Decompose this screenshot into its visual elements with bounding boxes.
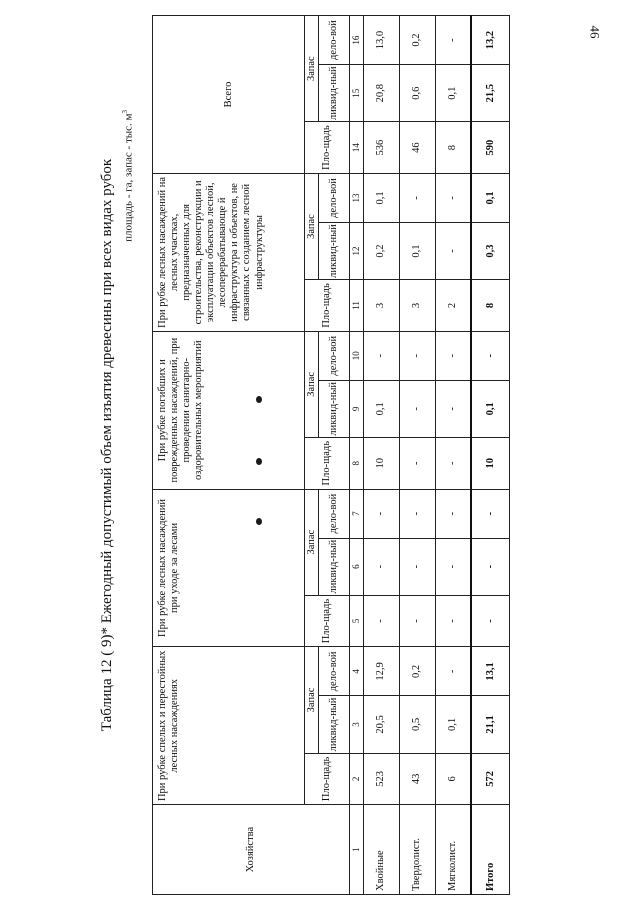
header-stock: Запас — [305, 647, 319, 753]
table-cell: - — [435, 16, 471, 65]
table-cell: - — [399, 437, 435, 489]
table-cell: 0,6 — [399, 65, 435, 122]
table-cell: - — [363, 538, 399, 595]
table-cell: 2 — [435, 280, 471, 332]
table-cell: - — [363, 331, 399, 380]
column-number: 14 — [349, 122, 363, 174]
table-cell: - — [435, 331, 471, 380]
table-cell: - — [399, 380, 435, 437]
table-title: Таблица 12 ( 9)* Ежегодный допустимый объем изъятия древесины при всех видах рубок — [99, 158, 115, 732]
units-note: площадь - га, запас - тыс. $м^3$ — [121, 110, 135, 242]
table-cell: - — [435, 647, 471, 696]
table-cell: 13,2 — [471, 16, 509, 65]
table-cell: - — [435, 222, 471, 279]
table-cell: - — [435, 437, 471, 489]
column-number: 13 — [349, 173, 363, 222]
header-liquid: ликвид-ный — [319, 696, 349, 753]
header-liquid: ликвид-ный — [319, 538, 349, 595]
column-number: 7 — [349, 489, 363, 538]
row-name: Мягколист. — [435, 805, 471, 895]
table-cell: 10 — [471, 437, 509, 489]
column-number: 9 — [349, 380, 363, 437]
table-cell: 6 — [435, 753, 471, 805]
column-number: 8 — [349, 437, 363, 489]
column-number: 4 — [349, 647, 363, 696]
header-group-sanitary: При рубке погибших и поврежденных насаждений, при проведении санитарно-оздоровительных мероприятий — [153, 331, 305, 489]
header-business: дело-вой — [319, 173, 349, 222]
header-liquid: ликвид-ный — [319, 65, 349, 122]
table-cell: 536 — [363, 122, 399, 174]
table-cell: 8 — [471, 280, 509, 332]
table-cell: - — [399, 595, 435, 647]
header-liquid: ликвид-ный — [319, 380, 349, 437]
table-cell: - — [435, 595, 471, 647]
table-cell: - — [471, 489, 509, 538]
table-cell: 0,1 — [363, 380, 399, 437]
page-number: 46 — [587, 25, 603, 39]
header-area: Пло-щадь — [305, 122, 349, 174]
row-name: Твердолист. — [399, 805, 435, 895]
table-cell: - — [471, 595, 509, 647]
header-group-care: При рубке лесных насаждений при уходе за лесами — [153, 489, 305, 647]
column-number: 1 — [349, 805, 363, 895]
harvest-table — [152, 15, 510, 895]
table-cell: 523 — [363, 753, 399, 805]
table-cell: 10 — [363, 437, 399, 489]
table-cell: - — [471, 331, 509, 380]
table-cell: 0,1 — [471, 173, 509, 222]
table-cell: 3 — [363, 280, 399, 332]
table-row — [363, 16, 399, 895]
header-stock: Запас — [305, 331, 319, 437]
column-number: 16 — [349, 16, 363, 65]
table-cell: 0,1 — [399, 222, 435, 279]
table-cell: 0,2 — [399, 16, 435, 65]
table-cell: 590 — [471, 122, 509, 174]
table-cell: 572 — [471, 753, 509, 805]
header-business: дело-вой — [319, 331, 349, 380]
table-cell: 21,1 — [471, 696, 509, 753]
header-stock: Запас — [305, 16, 319, 122]
header-stock: Запас — [305, 173, 319, 279]
table-cell: 0,1 — [435, 696, 471, 753]
table-cell: - — [363, 595, 399, 647]
column-number: 6 — [349, 538, 363, 595]
header-stock: Запас — [305, 489, 319, 595]
table-cell: 0,3 — [471, 222, 509, 279]
column-number: 3 — [349, 696, 363, 753]
table-cell: - — [435, 173, 471, 222]
table-cell: - — [399, 538, 435, 595]
header-group-total: Всего — [153, 16, 305, 174]
row-name: Хвойные — [363, 805, 399, 895]
header-area: Пло-щадь — [305, 437, 349, 489]
table-cell: 20,8 — [363, 65, 399, 122]
table-cell: 0,2 — [399, 647, 435, 696]
header-area: Пло-щадь — [305, 753, 349, 805]
table-cell: - — [399, 173, 435, 222]
table-cell: 13,0 — [363, 16, 399, 65]
column-number: 11 — [349, 280, 363, 332]
header-business: дело-вой — [319, 647, 349, 696]
header-farm: Хозяйства — [153, 805, 350, 895]
table-row — [435, 16, 471, 895]
column-number: 15 — [349, 65, 363, 122]
header-group-mature: При рубке спелых и перестойных лесных насаждениях — [153, 647, 305, 805]
table-cell: 0,2 — [363, 222, 399, 279]
header-business: дело-вой — [319, 489, 349, 538]
table-cell: - — [399, 489, 435, 538]
total-row — [471, 16, 509, 895]
table-cell: 21,5 — [471, 65, 509, 122]
table-cell: 0,5 — [399, 696, 435, 753]
header-liquid: ликвид-ный — [319, 222, 349, 279]
column-number: 10 — [349, 331, 363, 380]
header-area: Пло-щадь — [305, 280, 349, 332]
table-cell: 43 — [399, 753, 435, 805]
table-cell: 13,1 — [471, 647, 509, 696]
table-cell: 46 — [399, 122, 435, 174]
table-cell: 0,1 — [435, 65, 471, 122]
header-business: дело-вой — [319, 16, 349, 65]
table-cell: 3 — [399, 280, 435, 332]
row-name: Итого — [471, 805, 509, 895]
column-number: 5 — [349, 595, 363, 647]
table-cell: - — [435, 538, 471, 595]
table-row — [399, 16, 435, 895]
table-cell: - — [435, 380, 471, 437]
table-cell: 8 — [435, 122, 471, 174]
column-number: 12 — [349, 222, 363, 279]
table-cell: - — [399, 331, 435, 380]
header-area: Пло-щадь — [305, 595, 349, 647]
table-cell: - — [471, 538, 509, 595]
table-cell: 12,9 — [363, 647, 399, 696]
header-group-infrastructure: При рубке лесных насаждений на лесных участках, предназначенных для строительства, реконструкции и эксплуатации объектов лесной, лесоперерабатывающе й инфраструктура и объектов, не связанных с созданием лесной инфраструктуры — [153, 173, 305, 331]
table-cell: 0,1 — [471, 380, 509, 437]
table-cell: 0,1 — [363, 173, 399, 222]
table-cell: - — [363, 489, 399, 538]
column-number: 2 — [349, 753, 363, 805]
table-cell: 20,5 — [363, 696, 399, 753]
table-cell: - — [435, 489, 471, 538]
